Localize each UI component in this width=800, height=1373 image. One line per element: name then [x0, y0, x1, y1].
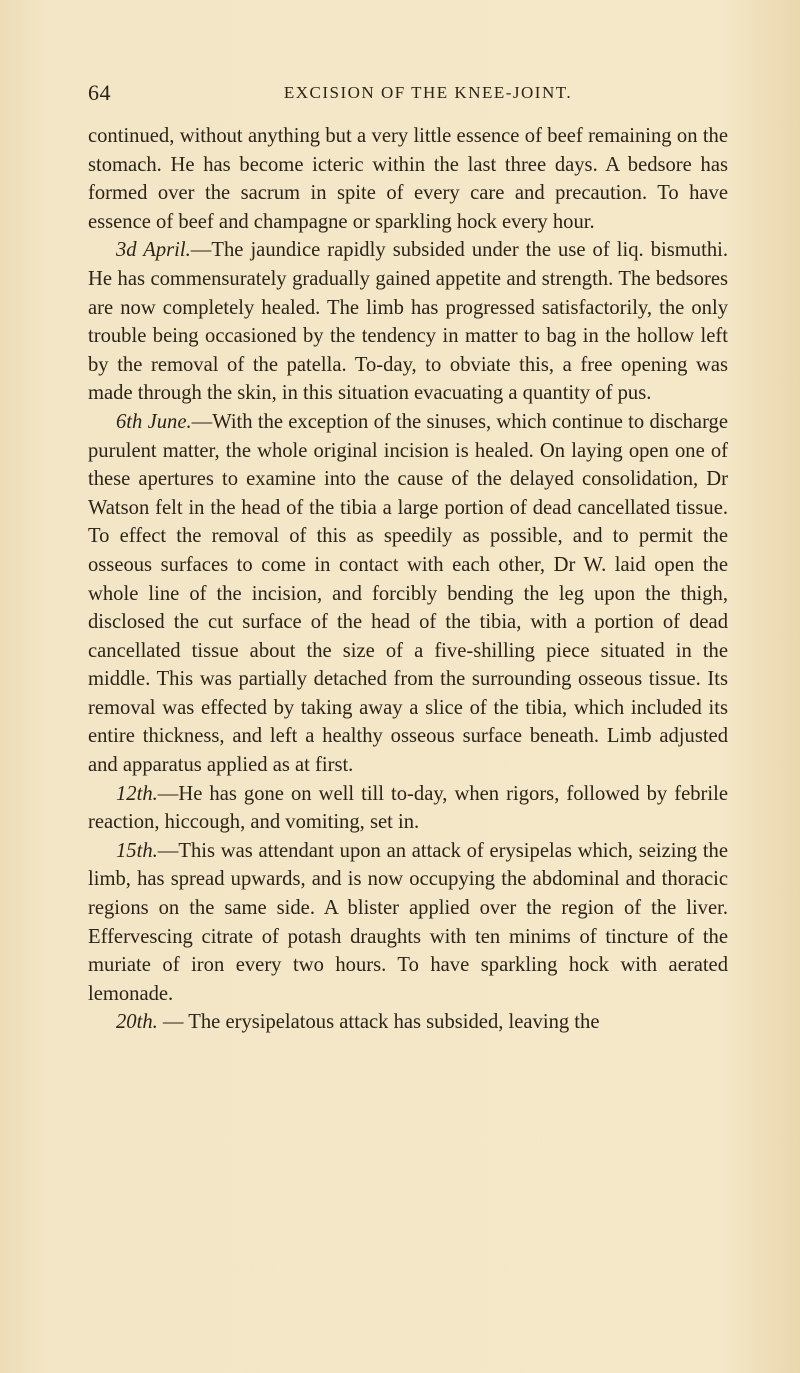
entry-date: 3d April. [116, 239, 191, 262]
entry-date: 20th. [116, 1011, 158, 1034]
entry-date: 6th June. [116, 410, 192, 433]
paragraph-text: continued, without anything but a very little essence of beef remaining on the stomach. He has become icteric within the last three days. A bedsore has formed over the sacrum in spite of every care and precaution. To have essence of beef and champagne or sparkling hock every hour. [88, 125, 728, 233]
paragraph-text: — The erysipelatous attack has subsided, leaving the [157, 1011, 600, 1034]
paragraph-text: —The jaundice rapidly subsided under the use of liq. bismuthi. He has commensurately gradually gained appetite and strength. The bedsores are now completely healed. The limb has progressed satisfactorily, the only trouble being occasioned by the tendency in matter to bag in the hollow left by the removal of the patella. To-day, to obviate this, a free opening was made through the skin, in this situation evacuating a quantity of pus. [88, 239, 728, 405]
entry-date: 12th. [116, 782, 158, 805]
paragraph [88, 780, 728, 837]
paragraph [88, 837, 728, 1009]
paragraph [88, 408, 728, 780]
entry-date: 15th. [116, 839, 158, 862]
page-header [88, 80, 728, 110]
paragraph-text: —He has gone on well till to-day, when rigors, followed by febrile reaction, hiccough, and vomiting, set in. [88, 782, 728, 834]
page-number: 64 [88, 80, 111, 105]
paragraph-text: —With the exception of the sinuses, which continue to discharge purulent matter, the whole original incision is healed. On laying open one of these apertures to examine into the cause of the delayed consolidation, Dr Watson felt in the head of the tibia a large portion of dead cancellated tissue. To effect the removal of this as speedily as possible, and to permit the osseous surfaces to come in contact with each other, Dr W. laid open the whole line of the incision, and forcibly bending the leg upon the thigh, disclosed the cut surface of the head of the tibia, with a portion of dead cancellated tissue about the size of a five-shilling piece situated in the middle. This was partially detached from the surrounding osseous tissue. Its removal was effected by taking away a slice of the tibia, which included its entire thickness, and left a healthy osseous surface beneath. Limb adjusted and apparatus applied as at first. [88, 410, 728, 777]
running-title: EXCISION OF THE KNEE-JOINT. [283, 83, 573, 102]
paragraph [88, 122, 728, 236]
paragraph-text: —This was attendant upon an attack of erysipelas which, seizing the limb, has spread upwards, and is now occupying the abdominal and thoracic regions on the same side. A blister applied over the region of the liver. Effervescing citrate of potash draughts with ten minims of tincture of the muriate of iron every two hours. To have sparkling hock with aerated lemonade. [88, 839, 728, 1005]
paragraph [88, 1008, 728, 1037]
paragraph [88, 236, 728, 408]
body-text [88, 122, 728, 1037]
